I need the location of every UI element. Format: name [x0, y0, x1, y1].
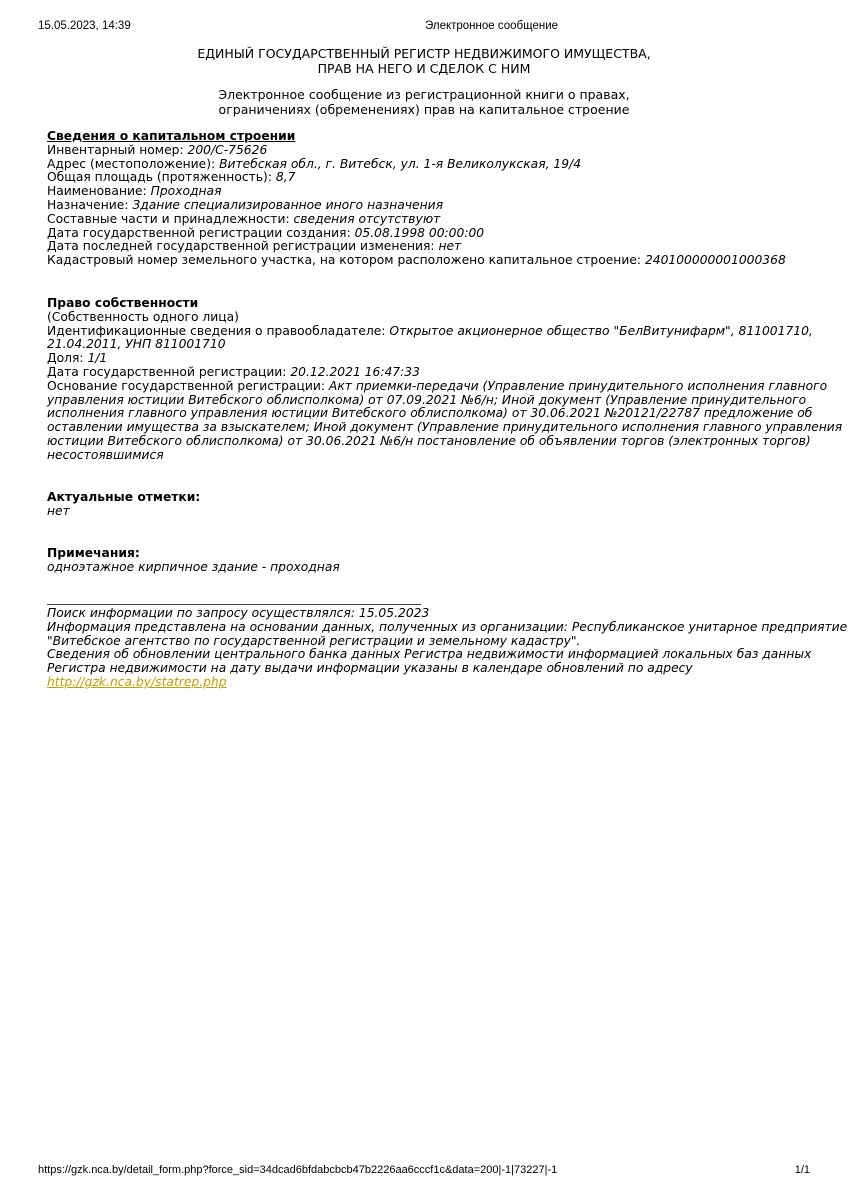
- field-value: нет: [438, 239, 462, 254]
- registry-title-line2: ПРАВ НА НЕГО И СДЕЛОК С НИМ: [317, 61, 531, 76]
- building-section: [47, 130, 805, 268]
- field-label: Дата последней государственной регистрации изменения:: [47, 239, 439, 254]
- basis-value: управления юстиции Витебского облисполкома) от 07.09.2021 №6/н; Иной документ (Управление принудительного: [47, 392, 807, 407]
- field-label: Назначение:: [47, 197, 133, 212]
- field-value: 1/1: [87, 351, 108, 366]
- notes-heading: Примечания:: [47, 546, 140, 560]
- field-value: Здание специализированное иного назначения: [132, 197, 444, 212]
- source-line2: "Витебское агентство по государственной регистрации и земельному кадастру".: [47, 633, 581, 648]
- search-date-line: Поиск информации по запросу осуществлялся: 15.05.2023: [47, 606, 430, 620]
- field-name: [47, 185, 805, 199]
- basis-line4: [47, 420, 843, 435]
- basis-line6: [47, 449, 805, 463]
- print-page-title: Электронное сообщение: [424, 20, 559, 32]
- message-title-line2: ограничениях (обременениях) прав на капитальное строение: [218, 102, 630, 117]
- page-number: 1/1: [794, 1164, 810, 1176]
- basis-label: Основание государственной регистрации:: [47, 378, 329, 393]
- field-value: Проходная: [150, 184, 222, 199]
- field-registration-date: [47, 366, 805, 380]
- field-label: Адрес (местоположение):: [47, 156, 220, 171]
- field-address: [47, 158, 805, 172]
- registry-title: [0, 46, 848, 76]
- field-creation-date: [47, 227, 805, 241]
- holder-label: Идентификационные сведения о правообладателе:: [47, 323, 390, 338]
- current-marks-value: нет: [47, 503, 70, 518]
- field-label: Дата государственной регистрации:: [47, 364, 291, 379]
- field-value: 20.12.2021 16:47:33: [290, 364, 420, 379]
- field-value: 05.08.1998 00:00:00: [354, 225, 485, 240]
- field-label: Доля:: [47, 351, 88, 366]
- update-line1: Сведения об обновлении центрального банка данных Регистра недвижимости информацией локальных баз данных: [47, 647, 812, 662]
- basis-line1: [47, 378, 828, 394]
- basis-value: несостоявшимися: [47, 447, 164, 462]
- statrep-link[interactable]: http://gzk.nca.by/statrep.php: [47, 674, 227, 689]
- basis-value: исполнения главного управления юстиции Витебского облисполкома) от 30.06.2021 №20121/22787 предложение об: [47, 406, 813, 421]
- field-label: Наименование:: [47, 184, 151, 199]
- field-value: 240100000001000368: [644, 253, 786, 268]
- basis-line5: [47, 433, 811, 449]
- message-title: [0, 87, 848, 117]
- field-components: [47, 213, 805, 227]
- field-last-change-date: [47, 240, 805, 254]
- basis-line2: [47, 394, 805, 408]
- holder-line1: [47, 323, 813, 339]
- basis-value: Акт приемки-передачи (Управление принудительного исполнения главного: [328, 378, 828, 393]
- basis-value: оставлении имущества за взыскателем; Иной документ (Управление принудительного исполнения главного управления: [47, 420, 843, 435]
- ownership-heading: Право собственности: [47, 296, 199, 310]
- basis-value: юстиции Витебского облисполкома) от 30.06.2021 №6/н постановление об объявлении торгов (электронных торгов): [47, 433, 811, 448]
- footer-info-section: [47, 604, 848, 690]
- print-datetime: 15.05.2023, 14:39: [38, 20, 131, 32]
- ownership-section: [47, 296, 843, 463]
- print-url: https://gzk.nca.by/detail_form.php?force_sid=34dcad6bfdabcbcb47b2226aa6cccf1c&data=200|-1|73227|-1: [38, 1164, 558, 1176]
- basis-line3: [47, 406, 813, 421]
- holder-line2: [47, 338, 805, 352]
- field-label: Инвентарный номер:: [47, 142, 188, 157]
- field-purpose: [47, 199, 805, 213]
- building-heading: Сведения о капитальном строении: [47, 129, 296, 143]
- field-cadastral-number: [47, 254, 805, 268]
- update-line2: Регистра недвижимости на дату выдачи информации указаны в календаре обновлений по адресу: [47, 661, 693, 676]
- field-label: Кадастровый номер земельного участка, на котором расположено капитальное строение:: [47, 253, 645, 268]
- divider: [47, 604, 421, 605]
- ownership-subtitle: (Собственность одного лица): [47, 309, 239, 324]
- field-value: 200/С-75626: [187, 142, 268, 157]
- holder-value: Открытое акционерное общество "БелВитунифарм", 811001710,: [389, 323, 813, 338]
- field-label: Общая площадь (протяженность):: [47, 170, 276, 185]
- notes-value: одноэтажное кирпичное здание - проходная: [47, 559, 340, 574]
- field-area: [47, 171, 805, 185]
- field-label: Дата государственной регистрации создания:: [47, 225, 355, 240]
- holder-value-cont: 21.04.2011, УНП 811001710: [47, 337, 226, 352]
- field-value: 8,7: [275, 170, 296, 185]
- message-title-line1: Электронное сообщение из регистрационной книги о правах,: [218, 87, 630, 102]
- source-line1: Информация представлена на основании данных, полученных из организации: Республиканское унитарное предприятие: [47, 619, 848, 634]
- registry-title-line1: ЕДИНЫЙ ГОСУДАРСТВЕННЫЙ РЕГИСТР НЕДВИЖИМОГО ИМУЩЕСТВА,: [197, 46, 651, 61]
- field-share: [47, 352, 805, 366]
- current-marks-heading: Актуальные отметки:: [47, 490, 201, 504]
- field-value: сведения отсутствуют: [293, 211, 441, 226]
- current-marks-section: [47, 491, 805, 519]
- notes-section: [47, 547, 805, 575]
- field-inventory-number: [47, 144, 805, 158]
- field-label: Составные части и принадлежности:: [47, 211, 294, 226]
- field-value: Витебская обл., г. Витебск, ул. 1-я Великолукская, 19/4: [219, 156, 582, 171]
